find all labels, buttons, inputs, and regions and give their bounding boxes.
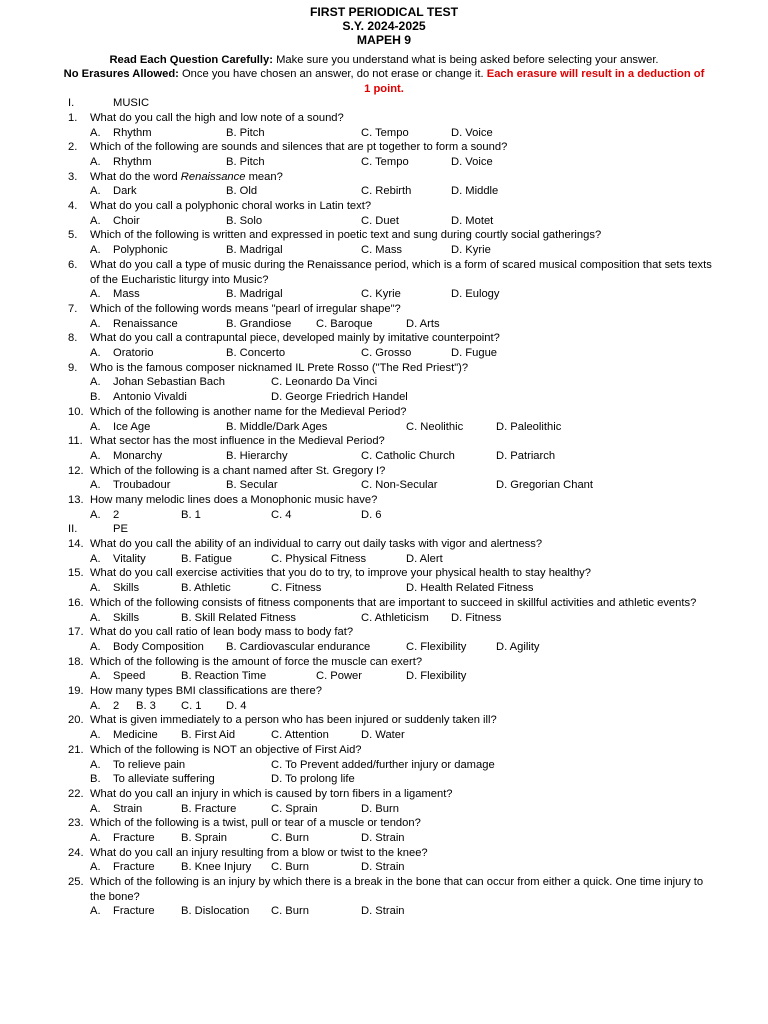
question-23 [0,816,768,831]
question-number: 21. [68,743,84,756]
section-label: MUSIC [113,97,150,110]
option-b[interactable]: B. Hierarchy [226,449,288,462]
question-text: What do you call a type of music during the Renaissance period, which is a form of scared musical composition that sets texts of the Eucharistic liturgy into Music? [90,258,712,286]
question-text: Which of the following is written and expressed in poetic text and sung during courtly social gatherings? [90,229,602,242]
question-number: 18. [68,655,84,668]
option-b[interactable]: B. Reaction Time [181,670,267,683]
options-row: A. Medicine B. First Aid C. Attention D. Water [90,729,405,742]
option-b[interactable]: B. Middle/Dark Ages [226,420,328,433]
option-c[interactable]: C. Fitness [271,582,322,595]
question-text: Which of the following are sounds and silences that are pt together to form a sound? [90,141,508,154]
option-c[interactable]: C. Attention [271,729,329,742]
option-b[interactable]: B. First Aid [181,729,236,742]
option-b[interactable]: B. Fatigue [181,552,232,565]
question-4 [0,199,768,214]
school-year: S.Y. 2024-2025 [342,19,426,33]
options-row: A. Dark B. Old C. Rebirth D. Middle [90,185,499,198]
options-row: A. Rhythm B. Pitch C. Tempo D. Voice [90,126,493,139]
option-b[interactable]: B. Knee Injury [181,861,252,874]
option-d[interactable]: D. Eulogy [451,288,500,301]
instruction-read [60,53,708,67]
options-row: A. Ice Age B. Middle/Dark Ages C. Neolithic D. Paleolithic [90,420,562,433]
option-d[interactable]: D. Motet [451,214,494,227]
option-d[interactable]: D. Flexibility [406,670,467,683]
option-c[interactable]: C. Kyrie [361,288,401,301]
options-row: A. Strain B. Fracture C. Sprain D. Burn [90,802,399,815]
question-number: 23. [68,817,84,830]
question-text: What do the word Renaissance mean? [90,170,283,183]
question-text: Which of the following consists of fitness components that are important to succeed in skillful activities and athletic events? [90,596,697,609]
option-c[interactable]: C. Neolithic [406,420,464,433]
question-number: 3. [68,170,78,183]
question-number: 11. [68,435,83,448]
question-25 [0,875,768,904]
option-b[interactable]: B. Fracture [181,802,237,815]
question-5 [0,228,768,243]
option-c[interactable]: C. Grosso [361,347,412,360]
option-d[interactable]: D. Gregorian Chant [496,479,594,492]
option-d[interactable]: D. Kyrie [451,244,491,257]
options-row: A. Polyphonic B. Madrigal C. Mass D. Kyrie [90,244,491,257]
options-row: A. Fracture B. Sprain C. Burn D. Strain [90,831,405,844]
section-label: PE [113,523,128,536]
option-c[interactable]: C. Power [316,670,363,683]
option-d[interactable]: D. 6 [361,508,382,521]
question-number: 10. [68,405,84,418]
option-b[interactable]: B. 1 [181,508,201,521]
options-row: A. Skills B. Athletic C. Fitness D. Health Related Fitness [90,582,534,595]
options-row: A. Monarchy B. Hierarchy C. Catholic Church D. Patriarch [90,449,556,462]
option-d[interactable]: D. Fugue [451,347,498,360]
options-row: A. 2 B. 3 C. 1 D. 4 [90,699,247,712]
option-c[interactable]: C. 4 [271,508,292,521]
question-number: 6. [68,258,78,271]
option-c[interactable]: C. Burn [271,905,309,918]
option-d[interactable]: D. Middle [451,185,499,198]
question-number: 2. [68,141,78,154]
question-text: What do you call an injury resulting from a blow or twist to the knee? [90,846,428,859]
question-text: Which of the following is another name for the Medieval Period? [90,405,407,418]
options-row: A. Mass B. Madrigal C. Kyrie D. Eulogy [90,288,500,301]
option-c[interactable]: C. Sprain [271,802,318,815]
question-21 [0,743,768,758]
question-text: What sector has the most influence in the Medieval Period? [90,435,385,448]
question-18 [0,655,768,670]
option-c[interactable]: C. Burn [271,861,309,874]
question-2 [0,140,768,155]
question-number: 17. [68,626,84,639]
question-text: Which of the following words means "pearl of irregular shape"? [90,302,401,315]
question-text: What do you call an injury in which is caused by torn fibers in a ligament? [90,787,453,800]
options-row: A. Johan Sebastian Bach C. Leonardo Da Vinci [90,376,378,389]
section-pe [0,522,768,537]
option-b[interactable]: B. Pitch [226,156,265,168]
option-b[interactable]: B. Concerto [226,347,286,360]
option-b[interactable]: B. 3 [136,699,156,712]
instruction-read-text: Make sure you understand what is being asked before selecting your answer. [272,54,659,66]
option-c[interactable]: C. Tempo [361,156,409,168]
options-row: A. Skills B. Skill Related Fitness C. Athleticism D. Fitness [90,611,502,624]
question-6 [0,258,768,287]
subject-title: MAPEH 9 [356,33,412,47]
question-7 [0,302,768,317]
option-c[interactable]: C. Catholic Church [361,449,455,462]
question-19 [0,684,768,699]
question-24 [0,846,768,861]
option-c[interactable]: C. Tempo [361,126,409,139]
option-b[interactable]: B. Secular [226,479,278,492]
question-number: 15. [68,567,84,580]
options-row: A. Fracture B. Knee Injury C. Burn D. Strain [90,861,405,874]
options-row: A. Body Composition B. Cardiovascular endurance C. Flexibility D. Agility [90,640,540,653]
option-d[interactable]: D. Alert [406,552,443,565]
option-c[interactable]: C. Leonardo Da Vinci [271,376,378,389]
options-row: A. 2 B. 1 C. 4 D. 6 [90,508,382,521]
option-b[interactable]: B. Skill Related Fitness [181,611,297,624]
option-b[interactable]: B. Madrigal [226,288,283,301]
question-number: 4. [68,200,78,213]
option-d[interactable]: D. Voice [451,156,493,168]
section-music [0,96,768,111]
option-d[interactable]: D. Patriarch [496,449,556,462]
question-text: How many types BMI classifications are there? [90,685,322,698]
section-number: I. [68,97,75,110]
question-17 [0,625,768,640]
option-b[interactable]: B. Dislocation [181,905,250,918]
question-text: What do you call ratio of lean body mass to body fat? [90,626,354,639]
italic-term: Renaissance [180,170,246,183]
option-c[interactable]: C. Baroque [316,317,373,330]
option-d[interactable]: D. Arts [406,317,440,330]
question-22 [0,787,768,802]
option-c[interactable]: C. Athleticism [361,611,429,624]
instruction-erase-text: Once you have chosen an answer, do not erase or change it. [178,68,487,81]
option-b[interactable]: B. Madrigal [226,244,283,257]
section-number: II. [68,523,78,536]
option-d[interactable]: D. Agility [496,640,540,653]
question-text: Who is the famous composer nicknamed IL Prete Rosso ("The Red Priest")? [90,361,469,374]
option-d[interactable]: D. Strain [361,831,405,844]
options-row: A. Renaissance B. Grandiose C. Baroque D. Arts [90,317,440,330]
option-d[interactable]: D. Fitness [451,611,502,624]
option-d[interactable]: D. Strain [361,861,405,874]
option-d[interactable]: D. To prolong life [271,773,355,786]
instruction-read-label: Read Each Question Carefully: [109,54,273,66]
question-15 [0,566,768,581]
option-b[interactable]: B. Sprain [181,831,228,844]
option-c[interactable]: C. To Prevent added/further injury or damage [271,758,495,771]
question-3 [0,170,768,185]
question-number: 25. [68,876,84,889]
option-c[interactable]: C. Burn [271,831,309,844]
option-b[interactable]: B. Grandiose [226,317,292,330]
question-13 [0,493,768,508]
question-12 [0,464,768,479]
option-c[interactable]: C. Mass [361,244,403,257]
question-number: 16. [68,596,84,609]
option-d[interactable]: D. Voice [451,126,493,139]
option-b[interactable]: B. Cardiovascular endurance [226,640,371,653]
question-number: 5. [68,229,78,242]
question-number: 7. [68,302,78,315]
option-c[interactable]: C. Rebirth [361,185,412,198]
options-row: A. Rhythm B. Pitch C. Tempo D. Voice [90,156,493,168]
question-number: 12. [68,464,84,477]
question-number: 8. [68,332,78,345]
instruction-erase-warning: Each erasure will result in a deduction of 1 point. [364,68,705,95]
option-d[interactable]: D. George Friedrich Handel [271,391,408,404]
option-d[interactable]: D. Strain [361,905,405,918]
options-row: A. Choir B. Solo C. Duet D. Motet [90,214,494,227]
question-11 [0,434,768,449]
question-text: What is given immediately to a person who has been injured or suddenly taken ill? [90,714,497,727]
instruction-erase-label: No Erasures Allowed: [63,68,179,81]
option-d[interactable]: D. Health Related Fitness [406,582,534,595]
question-1 [0,111,768,126]
option-b[interactable]: B. Athletic [181,582,231,595]
question-text: How many melodic lines does a Monophonic music have? [90,493,378,506]
question-text: Which of the following is a twist, pull or tear of a muscle or tendon? [90,817,421,830]
options-row: A. Speed B. Reaction Time C. Power D. Flexibility [90,670,467,683]
question-number: 14. [68,538,84,551]
question-text: What do you call a contrapuntal piece, developed mainly by imitative counterpoint? [90,332,500,345]
question-number: 22. [68,787,84,800]
question-number: 20. [68,714,84,727]
option-b[interactable]: B. Old [226,185,258,198]
option-c[interactable]: C. Physical Fitness [271,552,367,565]
question-text: What do you call exercise activities that you do to try, to improve your physical health to stay healthy? [90,567,591,580]
option-c[interactable]: C. 1 [181,699,202,712]
question-9 [0,361,768,376]
instruction-erase [60,67,708,96]
option-b[interactable]: B. Pitch [226,126,265,139]
question-text: What do you call the high and low note of a sound? [90,111,344,124]
options-row: A. Vitality B. Fatigue C. Physical Fitness D. Alert [90,552,443,565]
option-c[interactable]: C. Flexibility [406,640,467,653]
question-number: 13. [68,493,84,506]
option-d[interactable]: D. 4 [226,699,247,712]
options-row: A. Oratorio B. Concerto C. Grosso D. Fugue [90,347,498,360]
test-title: FIRST PERIODICAL TEST [309,5,459,19]
option-d[interactable]: D. Water [361,729,405,742]
question-text: Which of the following is a chant named after St. Gregory I? [90,464,386,477]
question-text: Which of the following is NOT an objective of First Aid? [90,743,362,756]
question-20 [0,713,768,728]
question-number: 9. [68,361,78,374]
option-c[interactable]: C. Duet [361,214,399,227]
option-d[interactable]: D. Paleolithic [496,420,562,433]
question-10 [0,405,768,420]
options-row: A. Troubadour B. Secular C. Non-Secular D. Gregorian Chant [90,479,594,492]
question-16 [0,596,768,611]
question-8 [0,331,768,346]
option-d[interactable]: D. Burn [361,802,399,815]
option-c[interactable]: C. Non-Secular [361,479,438,492]
question-text: What do you call a polyphonic choral works in Latin text? [90,200,372,213]
question-14 [0,537,768,552]
options-row: B. Antonio Vivaldi D. George Friedrich Handel [90,391,408,404]
option-b[interactable]: B. Solo [226,214,263,227]
question-number: 19. [68,685,84,698]
options-row: A. Fracture B. Dislocation C. Burn D. Strain [90,905,405,918]
question-text: What do you call the ability of an individual to carry out daily tasks with vigor and alertness? [90,538,543,551]
options-row: A. To relieve pain C. To Prevent added/further injury or damage [90,758,495,771]
question-number: 24. [68,846,84,859]
question-number: 1. [68,111,78,124]
question-text: Which of the following is an injury by which there is a break in the bone that can occur from either a quick. One time injury to the bone? [90,876,704,903]
options-row: B. To alleviate suffering D. To prolong life [90,773,355,786]
question-text: Which of the following is the amount of force the muscle can exert? [90,655,423,668]
